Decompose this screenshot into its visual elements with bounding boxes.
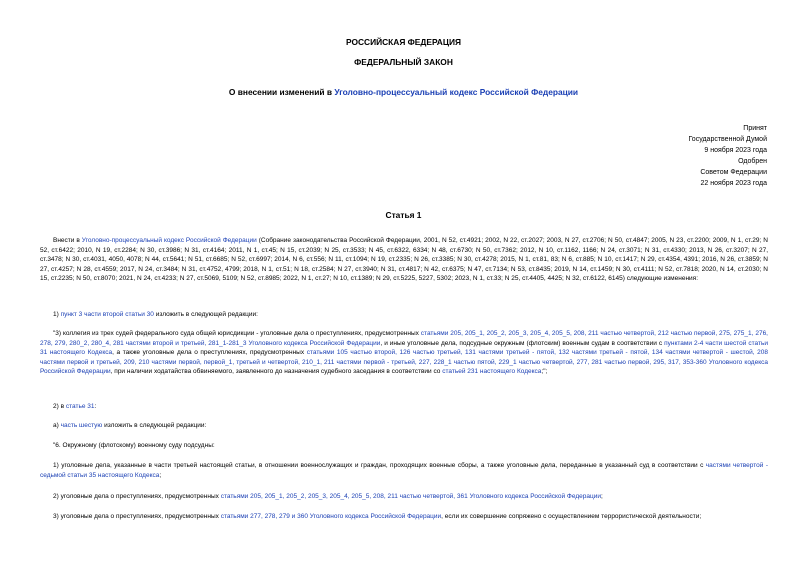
article-31-points-link[interactable]: пунктами 2-4 части шестой статьи 31 настоящего Кодекса — [40, 339, 768, 357]
text: 2) в — [53, 403, 66, 410]
adopted-label: Принят — [743, 125, 767, 132]
article-35-link[interactable]: частями четвертой - седьмой статьи 35 настоящего Кодекса — [40, 462, 769, 479]
article-30-link[interactable]: пункт 3 части второй статьи 30 — [60, 311, 154, 318]
text: , и иные уголовные дела, подсудные окружным (флотским) военным судам в соответствии с — [380, 339, 665, 347]
text: , если их совершение сопряжено с осуществлением террористической деятельности; — [441, 513, 702, 520]
text: изложить в следующей редакции: — [102, 422, 207, 429]
criminal-code-articles-link[interactable]: статьями 205, 205_1, 205_2, 205_3, 205_4, 205_5, 208, 211 частью четвертой, 212 частью первой, 275, 275_1, 276, 278, 279, 280_2, 280_4, 281 частями второй и третьей, 281_1-281_3 Уголовного кодекса Российской Федерации — [40, 330, 768, 347]
paragraph-subitem-3 — [40, 512, 768, 522]
paragraph-item-1 — [40, 310, 768, 320]
text: "6. Окружному (флотскому) военному суду подсудны: — [53, 442, 215, 449]
criminal-code-articles-link-4[interactable]: статьями 277, 278, 279 и 360 Уголовного кодекса Российской Федерации — [220, 513, 442, 520]
approved-by: Советом Федерации — [700, 168, 767, 176]
text: (Собрание законодательства Российской Федерации, 2001, N 52, ст.4921; 2002, N 22, ст.2027; 2003, N 27, ст.2706; N 50, ст.4847; 2005, N 23, ст.2200; 2009, N 1, ст.29; N 52, ст.6422; 2010, N 19, ст.2284; N 30, ст.3986; N 31, ст.4164; 2011, N 1, ст.45; N 15, ст.2039; N 25, ст.3533; N 45, ст.6322, 6334; N 48, ст.6730; N 50, ст.7362; 2012, N 10, ст.1162, 1166; N 24, ст.3071; N 31, ст.4330; 2013, N 26, ст.3207; N 27, ст.3478; N 30, ст.4031, 4050, 4078; N 44, ст.5641; N 51, ст.6685; N 52, ст.6997; 2014, N 6, ст.556; N 11, ст.1094; N 19, ст.2335; N 26, ст.3385; N 30, ст.4278; 2015, N 1, ст.81, 83; N 6, ст.885; N 10, ст.1417; N 29, ст.4354, 4391; 2016, N 26, ст.3859; N 27, ст.4257; N 28, ст.4559; 2017, N 24, ст.3484; N 31, ст.4752, 4799; 2018, N 1, ст.51; N 18, ст.2584; N 27, ст.3940; N 31, ст.4817; N 42, ст.6375; N 47, ст.7134; N 53, ст.8435; 2019, N 14, ст.1459; N 30, ст.4111; N 52, ст.7818; 2020, N 14, ст.2030; N 15, ст.2235; N 50, ст.8070; 2021, N 24, ст.4233; N 27, ст.5069, 5109; N 52, ст.8985; 2022, N 1, ст.27; N 10, ст.1389; N 29, ст.5225, 5227, 5302; 2023, N 1, ст.33; N 25, ст.4405, 4425; N 32, ст.6122, 6145) следующие изменения: — [40, 237, 768, 283]
text: 1) уголовные дела, указанные в части третьей настоящей статьи, в отношении военнослужащих и граждан, проходящих военные сборы, а также уголовные дела, переданные в указанный суд в соответствии с — [53, 462, 706, 469]
text: а) — [53, 422, 61, 429]
paragraph-quoted-item-3 — [40, 329, 768, 377]
adopted-date: 9 ноября 2023 года — [704, 146, 767, 154]
text: , а также уголовные дела о преступлениях, предусмотренных — [112, 349, 307, 357]
text: , при наличии ходатайства обвиняемого, заявленного до назначения судебного заседания в соответствии со — [110, 368, 443, 376]
text: : — [94, 403, 97, 410]
article-31-link[interactable]: статье 31 — [65, 403, 95, 410]
paragraph-subitem-1 — [40, 461, 768, 480]
text: ;"; — [541, 368, 548, 376]
text: 2) уголовные дела о преступлениях, предусмотренных — [53, 493, 221, 500]
law-title-prefix: О внесении изменений в — [228, 87, 335, 97]
adopted-by: Государственной Думой — [688, 135, 767, 143]
criminal-procedure-code-link[interactable]: Уголовно-процессуальный кодекс Российской Федерации — [334, 87, 579, 97]
text: изложить в следующей редакции: — [153, 311, 258, 318]
law-title — [0, 87, 807, 97]
paragraph-item-a — [40, 421, 768, 431]
article-231-link[interactable]: статьей 231 настоящего Кодекса — [442, 368, 542, 376]
text: ; — [159, 471, 162, 479]
approved-date: 22 ноября 2023 года — [700, 179, 767, 187]
text: Внести в — [53, 237, 82, 244]
approved-label: Одобрен — [738, 157, 767, 165]
text: "3) коллегия из трех судей федерального суда общей юрисдикции - уголовные дела о преступлениях, предусмотренных — [53, 330, 421, 337]
adoption-block — [688, 124, 767, 189]
part-six-link[interactable]: часть шестую — [60, 422, 103, 429]
paragraph-subitem-2 — [40, 492, 768, 502]
criminal-code-articles-link-3[interactable]: статьями 205, 205_1, 205_2, 205_3, 205_4, 205_5, 208, 211 частью четвертой, 361 Уголовного кодекса Российской Федерации — [220, 493, 601, 500]
paragraph-intro — [40, 236, 768, 284]
paragraph-item-2 — [40, 402, 768, 412]
text: 1) — [53, 311, 61, 318]
criminal-code-articles-link-2[interactable]: статьями 105 частью второй, 126 частью третьей, 131 частями третьей - пятой, 132 частями третьей - пятой, 134 частями четвертой - шестой, 208 частями первой и третьей, 209, 210 частями первой, первой_1, третьей и четвертой, 210_1, 211 частями первой - третьей, 227, 228_1 частью пятой, 229_1 частью четвертой, 277, 281 частью первой, 295, 317, 353-360 Уголовного кодекса Российской Федерации — [40, 349, 768, 376]
text: 3) уголовные дела о преступлениях, предусмотренных — [53, 513, 221, 520]
article-title: Статья 1 — [385, 210, 422, 220]
country-heading: РОССИЙСКАЯ ФЕДЕРАЦИЯ — [345, 37, 462, 47]
paragraph-quoted-part-6 — [40, 441, 768, 451]
code-link[interactable]: Уголовно-процессуальный кодекс Российской Федерации — [81, 237, 257, 244]
law-type-heading: ФЕДЕРАЛЬНЫЙ ЗАКОН — [354, 57, 453, 67]
text: ; — [600, 493, 603, 500]
